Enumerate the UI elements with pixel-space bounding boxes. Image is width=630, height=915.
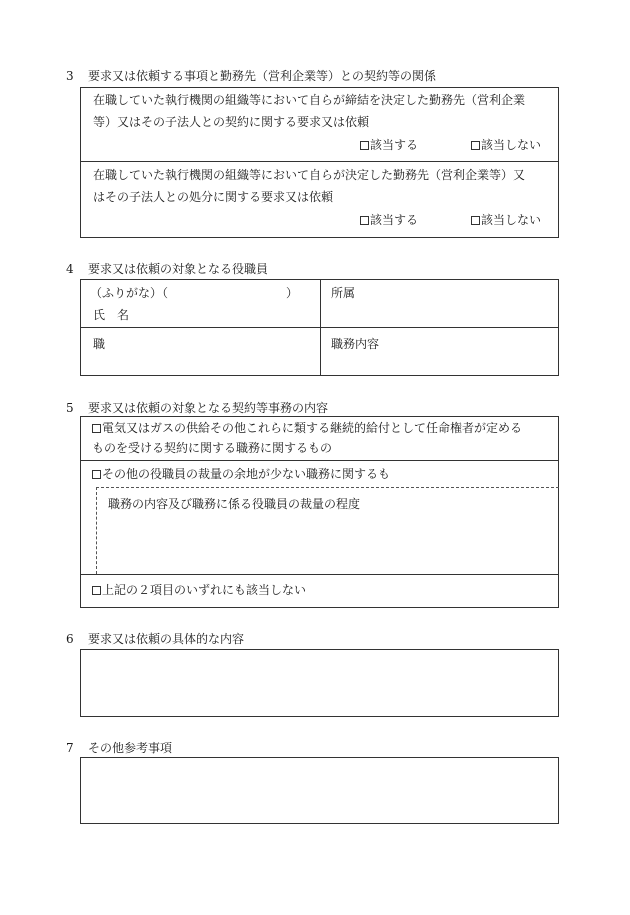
dashed-detail-top bbox=[96, 487, 559, 488]
checkbox-icon bbox=[360, 141, 369, 150]
checkbox-icon bbox=[92, 424, 101, 433]
section-5-heading bbox=[66, 401, 328, 415]
utility-contract-label-line2: ものを受ける契約に関する職務に関するもの bbox=[92, 441, 333, 455]
section-number: 7 bbox=[66, 741, 74, 755]
disposition-not-applicable-checkbox[interactable] bbox=[471, 213, 541, 227]
section-3-heading bbox=[66, 69, 436, 83]
section-title: 要求又は依頼する事項と勤務先（営利企業等）との契約等の関係 bbox=[88, 69, 437, 83]
section-number: 5 bbox=[66, 401, 74, 415]
section-7-heading bbox=[66, 741, 172, 755]
section-title: 要求又は依頼の具体的な内容 bbox=[88, 632, 245, 646]
column-divider bbox=[320, 279, 321, 376]
discretion-detail-label: 職務の内容及び職務に係る役職員の裁量の程度 bbox=[108, 497, 361, 511]
contract-row-text-line1: 在職していた執行機関の組織等において自らが締結を決定した勤務先（営利企業 bbox=[93, 93, 526, 107]
section-title: 要求又は依頼の対象となる役職員 bbox=[88, 262, 269, 276]
checkbox-icon bbox=[92, 470, 101, 479]
name-label: 氏 名 bbox=[93, 308, 130, 322]
disposition-applicable-checkbox[interactable] bbox=[360, 213, 418, 227]
reference-notes-field[interactable] bbox=[80, 757, 559, 824]
furigana-close-paren: ） bbox=[286, 286, 299, 300]
checkbox-label: 該当しない bbox=[481, 213, 542, 227]
checkbox-icon bbox=[471, 216, 480, 225]
section-title: 要求又は依頼の対象となる契約等事務の内容 bbox=[88, 401, 329, 415]
section-6-heading bbox=[66, 632, 244, 646]
dashed-detail-left bbox=[96, 487, 97, 574]
affiliation-label: 所属 bbox=[331, 286, 356, 300]
section-4-heading bbox=[66, 262, 268, 276]
checkbox-icon bbox=[471, 141, 480, 150]
section-number: 6 bbox=[66, 632, 74, 646]
position-label: 職 bbox=[93, 337, 106, 351]
row-divider bbox=[80, 460, 559, 461]
contract-applicable-checkbox[interactable] bbox=[360, 138, 418, 152]
checkbox-icon bbox=[360, 216, 369, 225]
checkbox-label: 電気又はガスの供給その他これらに類する継続的給付として任命権者が定める bbox=[102, 421, 523, 435]
low-discretion-checkbox[interactable] bbox=[92, 467, 390, 481]
furigana-label: （ふりがな）（ bbox=[90, 286, 169, 300]
disposition-row-text-line2: はその子法人との処分に関する要求又は依頼 bbox=[93, 190, 334, 204]
section-number: 4 bbox=[66, 262, 74, 276]
utility-contract-checkbox[interactable] bbox=[92, 421, 522, 435]
checkbox-label: 該当する bbox=[370, 138, 419, 152]
duties-label: 職務内容 bbox=[331, 337, 380, 351]
row-divider bbox=[80, 574, 559, 575]
checkbox-label: 該当する bbox=[370, 213, 419, 227]
specific-content-field[interactable] bbox=[80, 649, 559, 717]
section-title: その他参考事項 bbox=[88, 741, 173, 755]
checkbox-label: その他の役職員の裁量の余地が少ない職務に関するも bbox=[102, 467, 391, 481]
contract-row-text-line2: 等）又はその子法人との契約に関する要求又は依頼 bbox=[93, 115, 370, 129]
contract-not-applicable-checkbox[interactable] bbox=[471, 138, 541, 152]
checkbox-icon bbox=[92, 586, 101, 595]
neither-applicable-checkbox[interactable] bbox=[92, 583, 306, 597]
section-number: 3 bbox=[66, 69, 74, 83]
row-divider bbox=[80, 161, 559, 162]
disposition-row-text-line1: 在職していた執行機関の組織等において自らが決定した勤務先（営利企業等）又 bbox=[93, 168, 526, 182]
checkbox-label: 上記の２項目のいずれにも該当しない bbox=[102, 583, 307, 597]
checkbox-label: 該当しない bbox=[481, 138, 542, 152]
